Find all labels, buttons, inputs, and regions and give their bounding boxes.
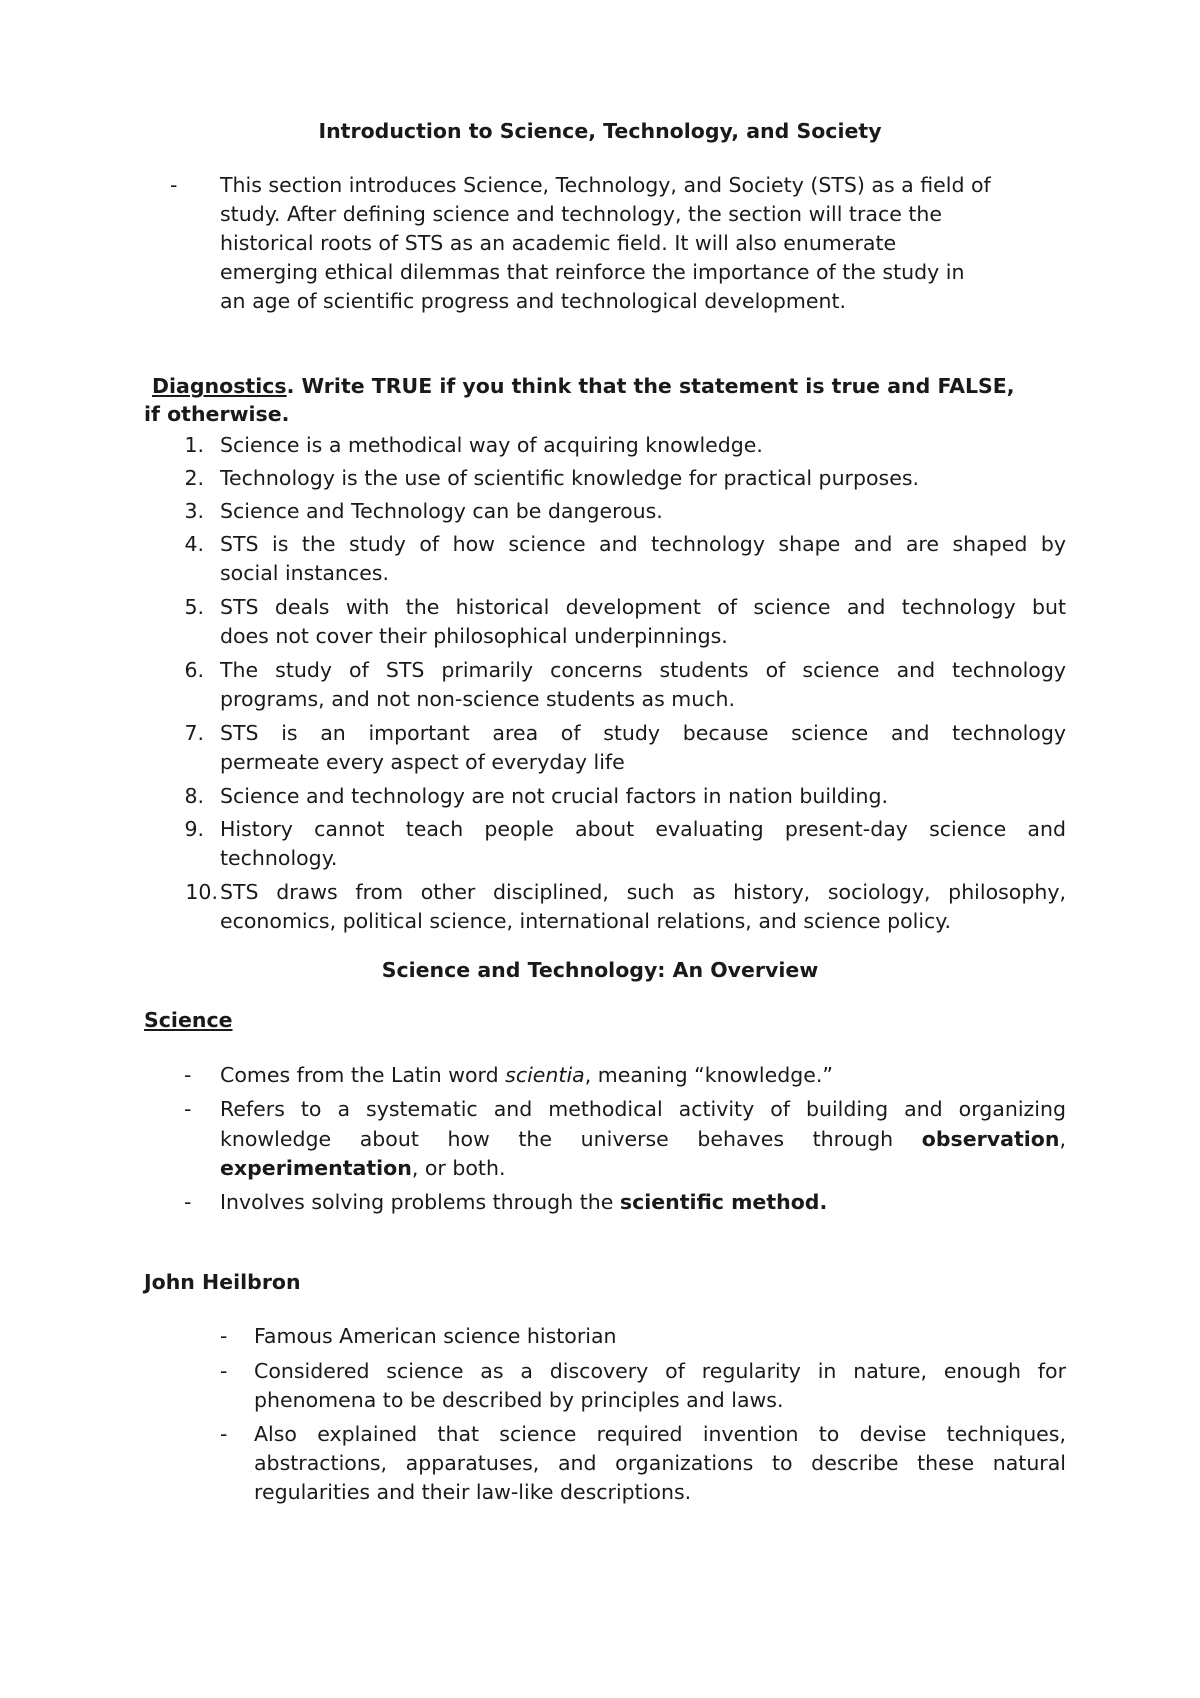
item-number: 6. xyxy=(184,658,204,682)
intro-line: historical roots of STS as an academic field. It will also enumerate xyxy=(220,231,897,255)
bullet-dash: - xyxy=(184,1063,192,1087)
intro-line: study. After defining science and technology, the section will trace the xyxy=(220,202,943,226)
intro-line: an age of scientific progress and technological development. xyxy=(220,289,847,313)
heilbron-bullet-2-cont: phenomena to be described by principles and laws. xyxy=(254,1388,784,1412)
item-number: 1. xyxy=(184,433,204,457)
item-number: 8. xyxy=(184,784,204,808)
bullet-dash: - xyxy=(184,1190,192,1214)
science-bullet-3 xyxy=(220,1190,827,1214)
science-heading: Science xyxy=(144,1008,233,1032)
list-item: STS is the study of how science and technology shape and are shaped by xyxy=(220,532,1066,556)
list-item: STS deals with the historical development of science and technology but xyxy=(220,595,1066,619)
list-item: History cannot teach people about evaluating present-day science and xyxy=(220,817,1066,841)
diagnostics-label: Diagnostics xyxy=(152,374,287,398)
intro-line: emerging ethical dilemmas that reinforce the importance of the study in xyxy=(220,260,965,284)
bullet-dash: - xyxy=(184,1097,192,1121)
science-b1-tail: , meaning “knowledge.” xyxy=(584,1063,833,1087)
list-item: The study of STS primarily concerns students of science and technology xyxy=(220,658,1066,682)
page-title: Introduction to Science, Technology, and Society xyxy=(318,119,882,143)
list-item: Science and Technology can be dangerous. xyxy=(220,499,663,523)
science-b2-text: knowledge about how the universe behaves through xyxy=(220,1127,922,1151)
term-experimentation: experimentation xyxy=(220,1156,412,1180)
item-number: 9. xyxy=(184,817,204,841)
list-item: STS is an important area of study because science and technology xyxy=(220,721,1066,745)
intro-bullet: - xyxy=(170,173,178,197)
science-bullet-2-cont xyxy=(220,1127,1066,1151)
heilbron-bullet-3-cont: abstractions, apparatuses, and organizations to describe these natural xyxy=(254,1451,1066,1475)
science-bullet-2: Refers to a systematic and methodical activity of building and organizing xyxy=(220,1097,1066,1121)
list-item: Science is a methodical way of acquiring knowledge. xyxy=(220,433,763,457)
item-number: 3. xyxy=(184,499,204,523)
heilbron-heading: John Heilbron xyxy=(144,1270,301,1294)
diagnostics-instruction-text: . Write TRUE if you think that the statement is true and FALSE, xyxy=(286,374,1015,398)
list-item-cont: technology. xyxy=(220,846,338,870)
bullet-dash: - xyxy=(220,1422,228,1446)
science-b3-text: Involves solving problems through the xyxy=(220,1190,620,1214)
list-item: Technology is the use of scientific knowledge for practical purposes. xyxy=(220,466,920,490)
item-number: 2. xyxy=(184,466,204,490)
list-item-cont: does not cover their philosophical underpinnings. xyxy=(220,624,728,648)
science-b1-text: Comes from the Latin word xyxy=(220,1063,506,1087)
section-title: Science and Technology: An Overview xyxy=(381,958,819,982)
science-b2-tail: , or both. xyxy=(411,1156,506,1180)
item-number: 5. xyxy=(184,595,204,619)
item-number: 4. xyxy=(184,532,204,556)
heilbron-bullet-3-cont2: regularities and their law-like descriptions. xyxy=(254,1480,692,1504)
term-scientific-method: scientific method. xyxy=(619,1190,828,1214)
list-item: Science and technology are not crucial factors in nation building. xyxy=(220,784,889,808)
comma: , xyxy=(1059,1127,1066,1151)
term-observation: observation xyxy=(921,1127,1060,1151)
list-item-cont: programs, and not non-science students as much. xyxy=(220,687,736,711)
item-number: 10. xyxy=(185,880,218,904)
bullet-dash: - xyxy=(220,1359,228,1383)
list-item-cont: social instances. xyxy=(220,561,390,585)
heilbron-bullet-2: Considered science as a discovery of regularity in nature, enough for xyxy=(254,1359,1066,1383)
item-number: 7. xyxy=(184,721,204,745)
science-bullet-2-cont2 xyxy=(220,1156,505,1180)
heilbron-bullet-3: Also explained that science required invention to devise techniques, xyxy=(254,1422,1066,1446)
diagnostics-instruction xyxy=(152,374,1015,398)
science-bullet-1 xyxy=(220,1063,833,1087)
diagnostics-instruction-cont: if otherwise. xyxy=(144,402,290,426)
list-item-cont: permeate every aspect of everyday life xyxy=(220,750,625,774)
heilbron-bullet-1: Famous American science historian xyxy=(254,1324,617,1348)
intro-line: This section introduces Science, Technology, and Society (STS) as a field of xyxy=(220,173,991,197)
latin-term: scientia xyxy=(505,1063,585,1087)
list-item-cont: economics, political science, international relations, and science policy. xyxy=(220,909,952,933)
bullet-dash: - xyxy=(220,1324,228,1348)
list-item: STS draws from other disciplined, such as history, sociology, philosophy, xyxy=(220,880,1066,904)
